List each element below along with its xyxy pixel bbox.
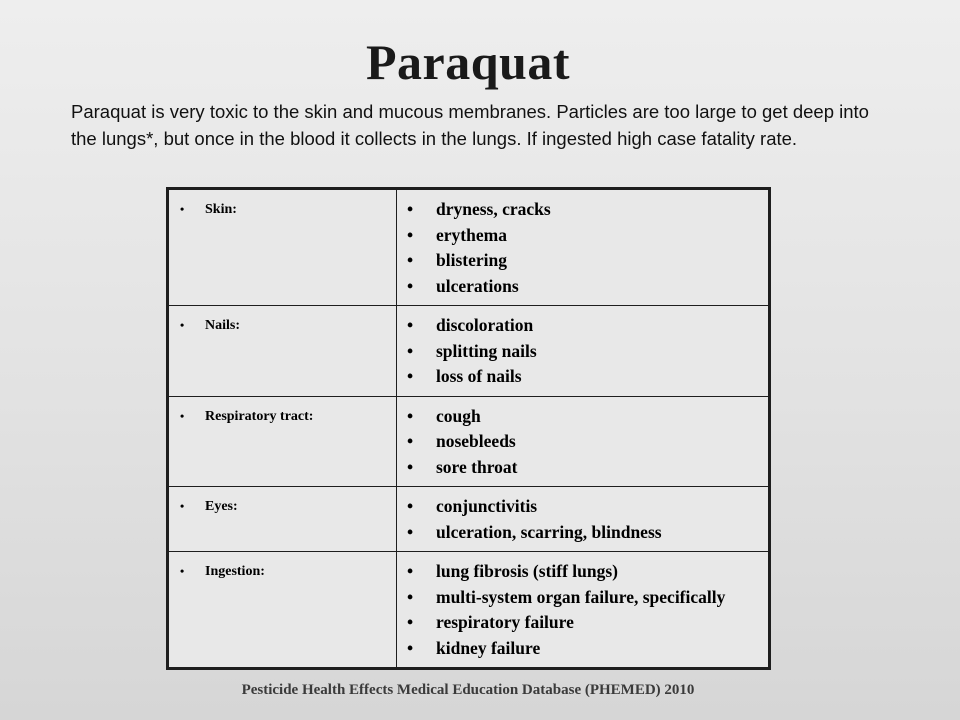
effect-text: cough	[436, 405, 481, 426]
effect-text: loss of nails	[436, 366, 522, 386]
bullet-icon: •	[407, 637, 414, 658]
bullet-icon: •	[407, 612, 414, 632]
list-item	[407, 223, 768, 249]
bullet-icon: •	[180, 564, 185, 578]
bullet-icon: •	[407, 586, 414, 607]
health-effects-table	[166, 187, 771, 670]
list-item	[407, 248, 768, 274]
list-item	[407, 494, 768, 520]
effect-text: erythema	[436, 224, 507, 245]
list-item	[407, 364, 768, 390]
bullet-icon: •	[407, 250, 414, 270]
table-row	[169, 552, 768, 667]
bullet-icon: •	[407, 315, 414, 335]
slide-title: Paraquat	[366, 34, 570, 90]
effect-text: splitting nails	[436, 340, 537, 361]
bullet-icon: •	[407, 561, 414, 581]
bullet-icon: •	[407, 456, 414, 477]
row-label	[180, 562, 396, 581]
row-effects-cell	[397, 552, 768, 667]
table-row	[169, 487, 768, 552]
list-item	[407, 455, 768, 481]
list-item	[407, 610, 768, 636]
row-effects-cell	[397, 487, 768, 551]
bullet-icon: •	[180, 318, 185, 332]
row-label-cell	[169, 552, 397, 667]
bullet-icon: •	[180, 202, 185, 216]
row-label-cell	[169, 190, 397, 305]
intro-paragraph: Paraquat is very toxic to the skin and mucous membranes. Particles are too large to get deep into the lungs*, but once in the blood it collects in the lungs. If ingested high case fatality rate.	[71, 101, 869, 149]
row-label	[180, 407, 396, 426]
row-label-text: Respiratory tract:	[205, 408, 314, 424]
row-label	[180, 497, 396, 516]
row-effects-cell	[397, 306, 768, 396]
list-item	[407, 197, 768, 223]
row-label	[180, 200, 396, 219]
bullet-icon: •	[407, 224, 414, 245]
row-label-text: Ingestion:	[205, 564, 265, 579]
bullet-icon: •	[180, 499, 185, 513]
bullet-icon: •	[407, 431, 414, 451]
effect-text: discoloration	[436, 315, 534, 335]
row-label-cell	[169, 306, 397, 396]
effect-text: lung fibrosis (stiff lungs)	[436, 561, 619, 581]
row-label-text: Skin:	[205, 202, 237, 217]
row-label-text: Eyes:	[205, 499, 238, 514]
list-item	[407, 636, 768, 662]
list-item	[407, 313, 768, 339]
bullet-icon: •	[407, 340, 414, 361]
row-label-cell	[169, 487, 397, 551]
effect-text: blistering	[436, 250, 507, 270]
row-effects-cell	[397, 397, 768, 487]
table-row	[169, 306, 768, 397]
bullet-icon: •	[407, 366, 414, 386]
bullet-icon: •	[180, 408, 185, 423]
list-item	[407, 559, 768, 585]
list-item	[407, 429, 768, 455]
effect-text: dryness, cracks	[436, 199, 551, 219]
list-item	[407, 520, 768, 546]
effect-text: ulceration, scarring, blindness	[436, 521, 662, 542]
effect-text: multi-system organ failure, specifically	[436, 586, 726, 607]
effect-text: sore throat	[436, 456, 518, 477]
list-item	[407, 585, 768, 611]
list-item	[407, 274, 768, 300]
table-row	[169, 190, 768, 306]
row-effects-cell	[397, 190, 768, 305]
row-label	[180, 316, 396, 335]
bullet-icon: •	[407, 521, 414, 542]
list-item	[407, 339, 768, 365]
row-label-text: Nails:	[205, 318, 240, 333]
bullet-icon: •	[407, 405, 414, 426]
effect-text: ulcerations	[436, 275, 519, 296]
table-row	[169, 397, 768, 488]
effect-text: respiratory failure	[436, 612, 574, 632]
bullet-icon: •	[407, 496, 414, 516]
effect-text: conjunctivitis	[436, 496, 538, 516]
source-citation: Pesticide Health Effects Medical Education Database (PHEMED) 2010	[241, 682, 695, 698]
row-label-cell	[169, 397, 397, 487]
bullet-icon: •	[407, 199, 414, 219]
bullet-icon: •	[407, 275, 414, 296]
effect-text: nosebleeds	[436, 431, 516, 451]
effect-text: kidney failure	[436, 637, 541, 658]
list-item	[407, 404, 768, 430]
